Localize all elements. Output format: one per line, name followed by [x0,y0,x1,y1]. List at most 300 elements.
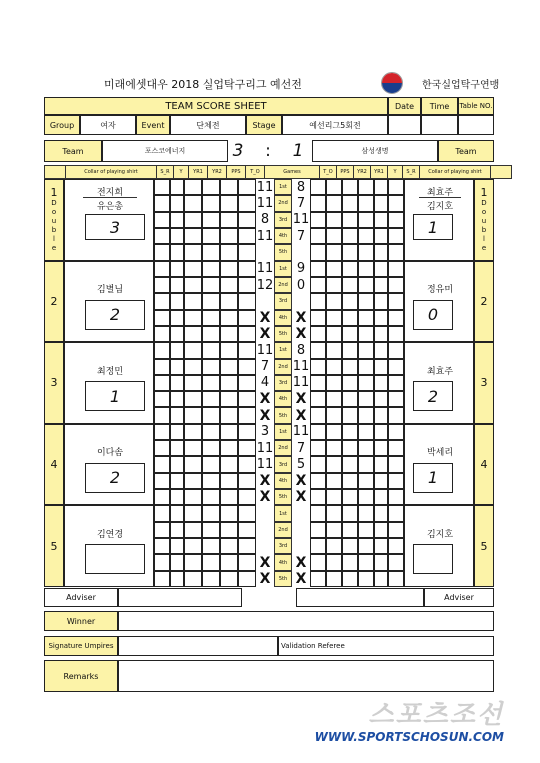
grid-cell [154,375,170,391]
time-label: Time [421,97,458,115]
match-number: 2 [480,294,488,308]
grid-cell [238,261,256,277]
grid-cell [310,326,326,342]
grid-cell [374,195,388,211]
grid-cell [238,505,256,521]
double-letter: D [51,199,57,208]
grid-cell [220,293,238,309]
double-letter: b [51,226,57,235]
grid-cell [170,571,184,587]
set-score-right [292,244,310,260]
group-value: 여자 [80,115,136,135]
set-score-left: 3 [260,424,270,440]
grid-cell [388,554,404,570]
validation-referee-label: Validation Referee [278,636,494,656]
grid-cell [358,212,374,228]
game-number: 5th [274,571,292,587]
set-score-right: 8 [296,342,306,358]
game-number: 5th [274,244,292,260]
grid-cell [342,342,358,358]
match-number-right [474,179,494,261]
set-score-right: X [295,407,307,424]
grid-cell [238,522,256,538]
winner-value [118,611,494,631]
game-number: 4th [274,554,292,570]
grid-cell [170,293,184,309]
grid-cell [310,310,326,326]
grid-cell [184,212,202,228]
grid-cell [310,228,326,244]
grid-cell [374,407,388,423]
grid-cell [220,440,238,456]
grid-cell [184,440,202,456]
grid-cell [184,571,202,587]
grid-cell [342,375,358,391]
grid-cell [202,326,220,342]
table-no-label: Table NO. [458,97,494,115]
grid-cell [220,522,238,538]
match-number-left [44,342,64,424]
left-player-name: 유은총 [96,201,124,212]
grid-cell [170,456,184,472]
grid-cell [358,489,374,505]
grid-cell [310,538,326,554]
grid-cell [238,228,256,244]
grid-cell [326,424,342,440]
grid-cell [326,473,342,489]
grid-cell [374,375,388,391]
grid-cell [238,473,256,489]
grid-cell [256,293,310,309]
left-player-name: 최정민 [96,366,124,377]
grid-cell [388,359,404,375]
grid-cell [170,522,184,538]
grid-cell [170,212,184,228]
grid-cell [238,277,256,293]
table-no-value [458,115,494,135]
grid-cell [220,277,238,293]
grid-cell [154,359,170,375]
grid-cell [374,326,388,342]
grid-cell [256,244,310,260]
grid-cell [220,375,238,391]
grid-cell [154,391,170,407]
left-match-score [85,544,145,574]
grid-cell [184,391,202,407]
grid-cell [358,359,374,375]
yr2-header: YR2 [208,166,227,179]
match-number: 5 [50,539,58,553]
grid-cell [388,489,404,505]
grid-cell [388,424,404,440]
grid-cell [374,473,388,489]
grid-cell [170,228,184,244]
grid-cell [310,212,326,228]
grid-cell [170,391,184,407]
grid-cell [202,244,220,260]
grid-cell [358,195,374,211]
game-number: 2nd [274,522,292,538]
set-score-left [256,293,274,309]
grid-cell [388,571,404,587]
grid-cell [220,244,238,260]
grid-cell [184,228,202,244]
grid-cell [256,277,310,293]
set-score-left: 11 [256,195,274,211]
grid-cell [342,456,358,472]
set-score-right: 7 [296,228,306,244]
grid-cell [220,407,238,423]
grid-cell [256,375,310,391]
team-right-score: 1 [292,141,304,161]
adviser-left-value [118,588,242,607]
pps-header-right: PPS [337,166,354,179]
event-title: 미래에셋대우 2018 실업탁구리그 예선전 [104,78,302,91]
grid-cell [326,407,342,423]
grid-cell [184,505,202,521]
grid-cell [326,375,342,391]
game-number: 4th [274,391,292,407]
set-score-right: X [295,391,307,408]
grid-cell [256,456,310,472]
grid-cell [342,489,358,505]
grid-cell [388,391,404,407]
grid-cell [202,261,220,277]
set-score-right: 11 [292,424,310,440]
right-player-name: 김지호 [426,529,454,540]
grid-cell [358,244,374,260]
team-left-score: 3 [232,141,244,161]
grid-cell [184,538,202,554]
grid-cell [154,456,170,472]
team-left-label: Team [44,140,102,162]
grid-cell [238,554,256,570]
grid-cell [202,505,220,521]
grid-cell [170,277,184,293]
game-number: 3rd [274,375,292,391]
set-score-right [292,293,310,309]
grid-cell [154,342,170,358]
grid-cell [326,522,342,538]
grid-cell [388,522,404,538]
grid-cell [170,554,184,570]
grid-cell [374,554,388,570]
left-match-score: 3 [85,214,145,240]
grid-cell [184,489,202,505]
grid-cell [154,195,170,211]
right-player-block [404,505,474,587]
grid-cell [170,505,184,521]
remarks-label: Remarks [44,660,118,692]
grid-cell [256,342,310,358]
grid-cell [170,440,184,456]
federation-logo-icon [381,72,403,94]
game-number: 3rd [274,538,292,554]
grid-cell [342,424,358,440]
grid-cell [170,261,184,277]
right-match-score: 1 [413,214,453,240]
grid-cell [256,310,310,326]
grid-cell [202,293,220,309]
grid-cell [374,261,388,277]
grid-cell [202,473,220,489]
set-score-right: 11 [292,212,310,228]
left-player-name: 이다솜 [96,448,124,459]
grid-cell [220,489,238,505]
left-player-block [64,261,154,343]
left-player-name: 김별님 [96,285,124,296]
grid-cell [358,554,374,570]
grid-cell [374,212,388,228]
set-score-right: X [295,309,307,326]
grid-cell [220,359,238,375]
grid-cell [184,261,202,277]
grid-cell [342,473,358,489]
grid-cell [326,440,342,456]
grid-cell [358,473,374,489]
grid-cell [374,456,388,472]
set-score-right: X [295,570,307,587]
grid-cell [326,179,342,195]
set-score-right: 7 [296,195,306,211]
set-score-left: 11 [256,440,274,456]
match-number: 4 [50,458,58,472]
grid-cell [154,424,170,440]
grid-cell [388,407,404,423]
grid-cell [310,195,326,211]
event-value: 단체전 [170,115,246,135]
game-number: 5th [274,489,292,505]
set-score-right: X [295,326,307,343]
grid-cell [202,571,220,587]
team-right-name: 삼성생명 [312,140,438,162]
right-player-name: 박세리 [426,448,454,459]
match-number-left [44,261,64,343]
set-score-right: X [295,472,307,489]
set-score-left: X [259,326,271,343]
grid-cell [202,522,220,538]
set-score-left: X [259,570,271,587]
team-right-label: Team [438,140,494,162]
game-number: 5th [274,326,292,342]
game-number: 1st [274,424,292,440]
grid-cell [238,359,256,375]
grid-cell [310,293,326,309]
grid-cell [170,359,184,375]
grid-cell [326,195,342,211]
grid-cell [202,375,220,391]
signature-umpires-value [118,636,278,656]
grid-cell [170,489,184,505]
right-match-score: 0 [413,300,453,330]
grid-cell [388,212,404,228]
grid-cell [170,473,184,489]
match-number-right [474,505,494,587]
grid-cell [388,326,404,342]
grid-cell [184,424,202,440]
grid-cell [238,293,256,309]
grid-cell [184,554,202,570]
set-score-left [256,538,274,554]
grid-cell [358,571,374,587]
grid-cell [256,489,310,505]
grid-cell [374,310,388,326]
grid-cell [374,179,388,195]
grid-cell [238,375,256,391]
grid-cell [202,424,220,440]
yr1-header-right: YR1 [371,166,388,179]
grid-cell [154,310,170,326]
right-match-score [413,544,453,574]
grid-cell [202,407,220,423]
grid-cell [220,212,238,228]
grid-cell [238,244,256,260]
grid-cell [342,391,358,407]
sr-header-right: S_R [403,166,420,179]
grid-cell [388,342,404,358]
grid-cell [342,310,358,326]
set-score-left: 12 [256,277,274,293]
grid-cell [170,310,184,326]
grid-cell [374,538,388,554]
grid-cell [154,554,170,570]
right-match-score: 1 [413,463,453,493]
grid-cell [358,228,374,244]
collar-right-header: Collar of playing shirt [420,166,491,179]
grid-cell [326,293,342,309]
grid-cell [154,261,170,277]
grid-cell [358,293,374,309]
grid-cell [220,310,238,326]
grid-cell [326,505,342,521]
watermark-url: WWW.SPORTSCHOSUN.COM [314,730,504,744]
group-label: Group [44,115,80,135]
grid-cell [256,261,310,277]
grid-cell [154,407,170,423]
column-header-row [44,165,494,179]
grid-cell [184,293,202,309]
grid-cell [184,179,202,195]
double-letter: u [481,217,487,226]
grid-cell [238,489,256,505]
y-header-right: Y [388,166,403,179]
set-score-right: 7 [296,440,306,456]
grid-cell [238,424,256,440]
grid-cell [310,359,326,375]
grid-cell [310,473,326,489]
signature-umpires-label: Signature Umpires [44,636,118,656]
time-value [421,115,458,135]
set-score-left: 8 [260,212,270,228]
game-number: 3rd [274,456,292,472]
grid-cell [326,554,342,570]
grid-cell [170,538,184,554]
remarks-value [118,660,494,692]
grid-cell [388,244,404,260]
left-match-score: 1 [85,381,145,411]
grid-cell [184,522,202,538]
right-player-block [404,261,474,343]
grid-cell [220,179,238,195]
grid-cell [256,326,310,342]
grid-cell [154,473,170,489]
game-number: 2nd [274,195,292,211]
grid-cell [326,538,342,554]
grid-cell [358,407,374,423]
match-number-left [44,179,64,261]
set-score-left [256,505,274,521]
grid-cell [256,473,310,489]
grid-cell [358,391,374,407]
grid-cell [154,538,170,554]
grid-cell [326,326,342,342]
grid-cell [256,424,310,440]
grid-cell [170,326,184,342]
grid-cell [202,310,220,326]
left-player-block [64,179,154,261]
grid-cell [358,261,374,277]
grid-cell [220,391,238,407]
grid-cell [220,554,238,570]
set-score-right: X [295,489,307,506]
grid-cell [202,195,220,211]
set-score-left: 11 [256,457,274,473]
grid-cell [202,359,220,375]
grid-cell [238,391,256,407]
grid-cell [184,375,202,391]
grid-cell [238,326,256,342]
grid-cell [184,342,202,358]
grid-cell [238,538,256,554]
sheet-title: TEAM SCORE SHEET [44,97,388,115]
left-player-block [64,424,154,506]
grid-cell [326,391,342,407]
grid-cell [202,228,220,244]
grid-cell [256,359,310,375]
grid-cell [358,505,374,521]
grid-cell [154,277,170,293]
team-left-name: 포스코에너지 [102,140,228,162]
grid-cell [154,244,170,260]
grid-cell [358,326,374,342]
grid-cell [374,342,388,358]
grid-cell [202,554,220,570]
grid-cell [238,407,256,423]
left-player-block [64,505,154,587]
grid-cell [184,326,202,342]
grid-cell [170,375,184,391]
left-match-score: 2 [85,463,145,493]
sr-header: S_R [157,166,174,179]
games-header: Games [265,166,320,179]
grid-cell [170,195,184,211]
grid-cell [326,228,342,244]
grid-cell [170,342,184,358]
grid-cell [342,538,358,554]
grid-cell [374,293,388,309]
watermark-logo: 스포츠조선 [368,700,504,730]
grid-cell [358,456,374,472]
set-score-left: X [259,391,271,408]
grid-cell [256,571,310,587]
grid-cell [388,261,404,277]
match-number-left [44,424,64,506]
grid-cell [358,179,374,195]
grid-cell [342,522,358,538]
grid-cell [202,277,220,293]
left-match-score: 2 [85,300,145,330]
grid-cell [184,456,202,472]
